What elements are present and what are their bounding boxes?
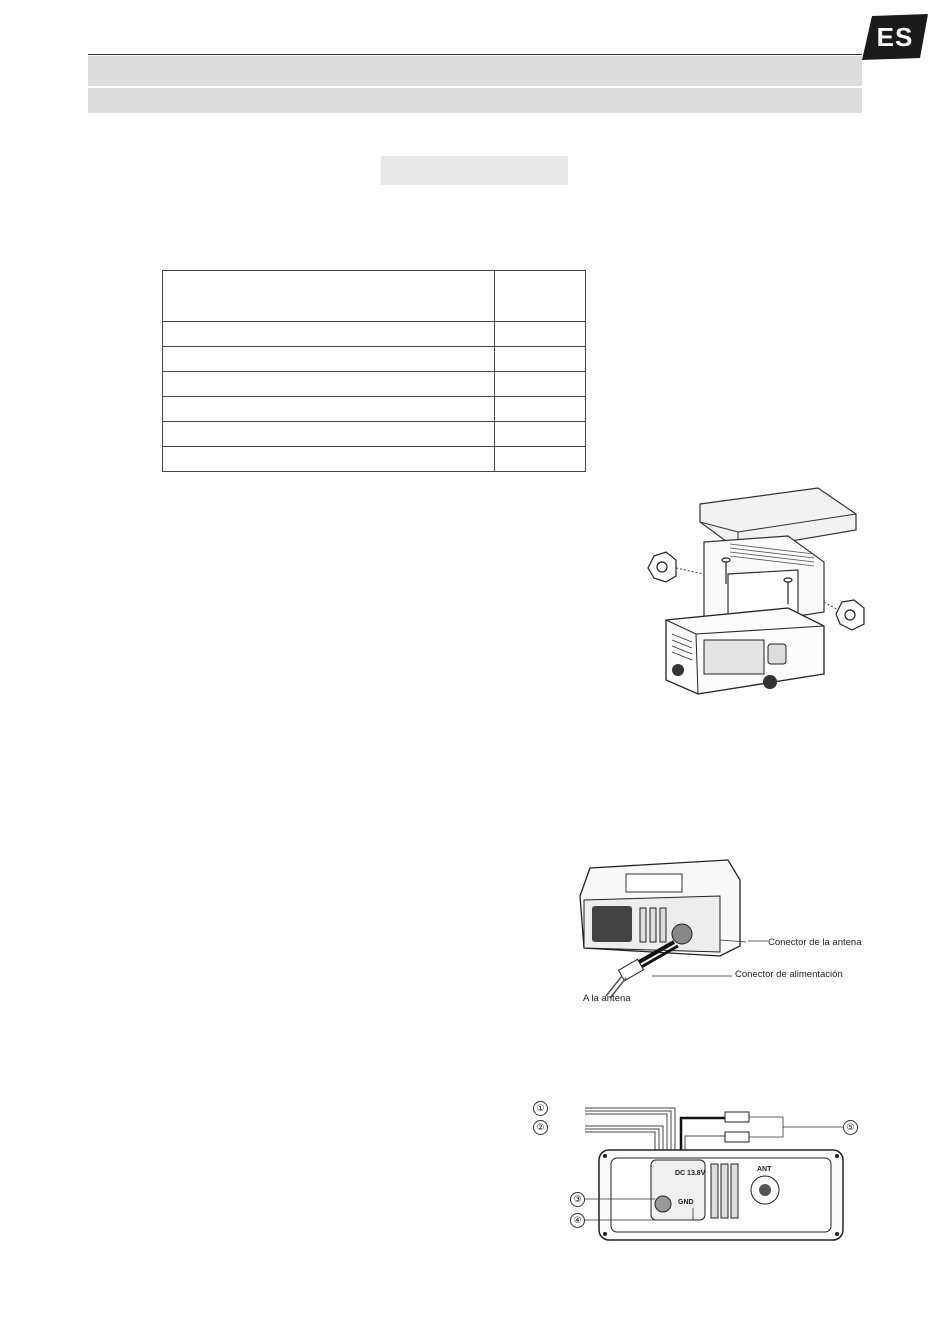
table-row [163,447,586,472]
table-cell [163,347,495,372]
table-cell [495,447,586,472]
marker-1: ① [533,1101,548,1116]
header-rule [88,54,862,55]
section-label [381,156,568,185]
table-header-item [163,271,495,322]
header-bar-secondary [88,88,862,113]
ant-label: ANT [757,1166,772,1173]
table-row [163,347,586,372]
table-row [163,422,586,447]
table-cell [163,397,495,422]
language-badge [862,14,928,60]
table-row [163,372,586,397]
badge-label: ES [876,21,914,52]
to-antenna-label: A la antena [583,993,631,1004]
marker-2: ② [533,1120,548,1135]
table-cell [495,422,586,447]
table-cell [163,422,495,447]
rear-connector-illustration [570,856,750,1006]
table-row [163,397,586,422]
header-bar-primary [88,56,862,86]
bracket-mount-illustration [638,484,870,706]
power-connector-label: Conector de alimentación [735,969,843,980]
rear-panel-illustration [585,1096,845,1242]
table-cell [495,397,586,422]
antenna-connector-label: Conector de la antena [768,937,862,948]
marker-4: ④ [570,1213,585,1228]
table-cell [163,372,495,397]
table-cell [163,322,495,347]
table-row [163,322,586,347]
table-header-qty [495,271,586,322]
table-cell [495,322,586,347]
table-cell [495,372,586,397]
gnd-label: GND [678,1199,694,1206]
parts-table [162,270,586,472]
table-header-row [163,271,586,322]
dc-label: DC 13.8V [675,1170,706,1177]
marker-5: ⑤ [843,1120,858,1135]
marker-3: ③ [570,1192,585,1207]
table-cell [163,447,495,472]
table-cell [495,347,586,372]
